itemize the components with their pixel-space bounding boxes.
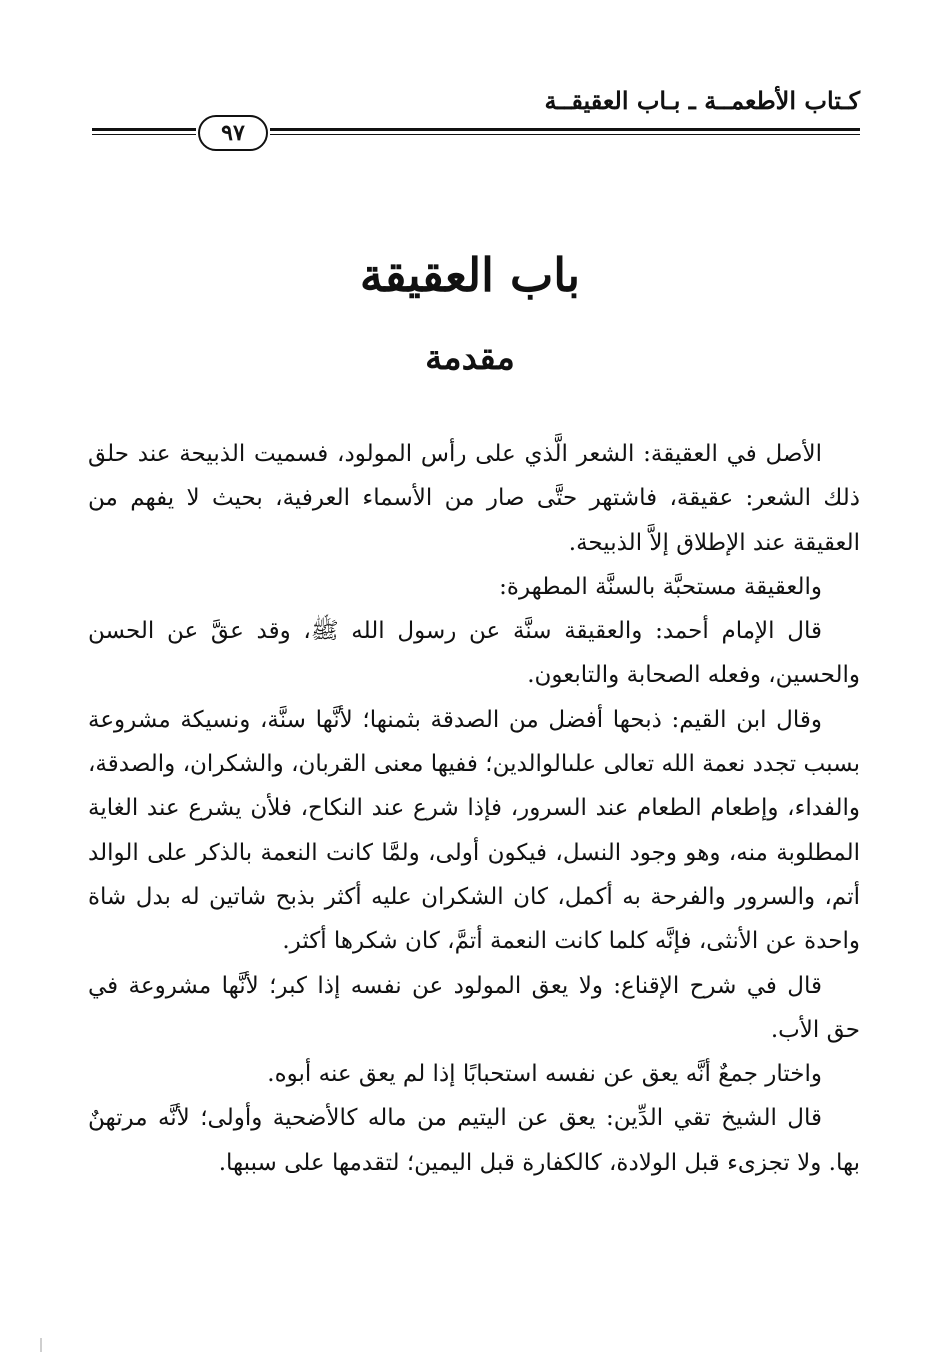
paragraph-1: الأصل في العقيقة: الشعر الَّذي على رأس المولود، فسميت الذبيحة عند حلق ذلك الشعر: عقيقة، فاشتهر حتَّى صار من الأسماء العرفية، بحيث لا يفهم من العقيقة عند الإطلاق إلاَّ الذبيحة. (88, 441, 860, 556)
paragraph-5: قال في شرح الإقناع: ولا يعق المولود عن نفسه إذا كبر؛ لأنَّها مشروعة في حق الأب. (88, 972, 860, 1043)
header-rule-left (92, 128, 196, 135)
paragraph-6: واختار جمعٌ أنَّه يعق عن نفسه استحبابًا إذا لم يعق عنه أبوه. (267, 1061, 822, 1088)
scan-artifact (40, 1338, 42, 1352)
paragraph-7: قال الشيخ تقي الدِّين: يعق عن اليتيم من ماله كالأضحية وأولى؛ لأنَّه مرتهنٌ بها. ولا تجزىء قبل الولادة، كالكفارة قبل اليمين؛ لتقدمها على سببها. (88, 1105, 860, 1176)
running-header-title: كـتاب الأطعمــة ـ بـاب العقيقــة (544, 86, 860, 115)
paragraph-3: قال الإمام أحمد: والعقيقة سنَّة عن رسول الله ﷺ، وقد عقَّ عن الحسن والحسين، وفعله الصحابة والتابعون. (88, 618, 860, 689)
header-rule-right (270, 128, 860, 135)
paragraph-2: والعقيقة مستحبَّة بالسنَّة المطهرة: (499, 573, 822, 600)
section-title: مقدمة (425, 338, 515, 378)
chapter-title: باب العقيقة (359, 248, 581, 302)
body-text (88, 432, 860, 1185)
paragraph-4: وقال ابن القيم: ذبحها أفضل من الصدقة بثمنها؛ لأنَّها سنَّة، ونسيكة مشروعة بسبب تجدد نعمة الله تعالى علىالوالدين؛ ففيها معنى القربان، والشكران، والصدقة، والفداء، وإطعام الطعام عند السرور، فإذا شرع عند النكاح، فلأن يشرع عند الغاية المطلوبة منه، وهو وجود النسل، فيكون أولى، ولمَّا كانت النعمة بالذكر على الوالد أتم، والسرور والفرحة به أكمل، كان الشكران عليه أكثر بذبح شاتين له بدل شاة واحدة عن الأنثى، فإنَّه كلما كانت النعمة أتمَّ، كان شكرها أكثر. (88, 706, 860, 955)
page-number: ٩٧ (198, 115, 268, 151)
